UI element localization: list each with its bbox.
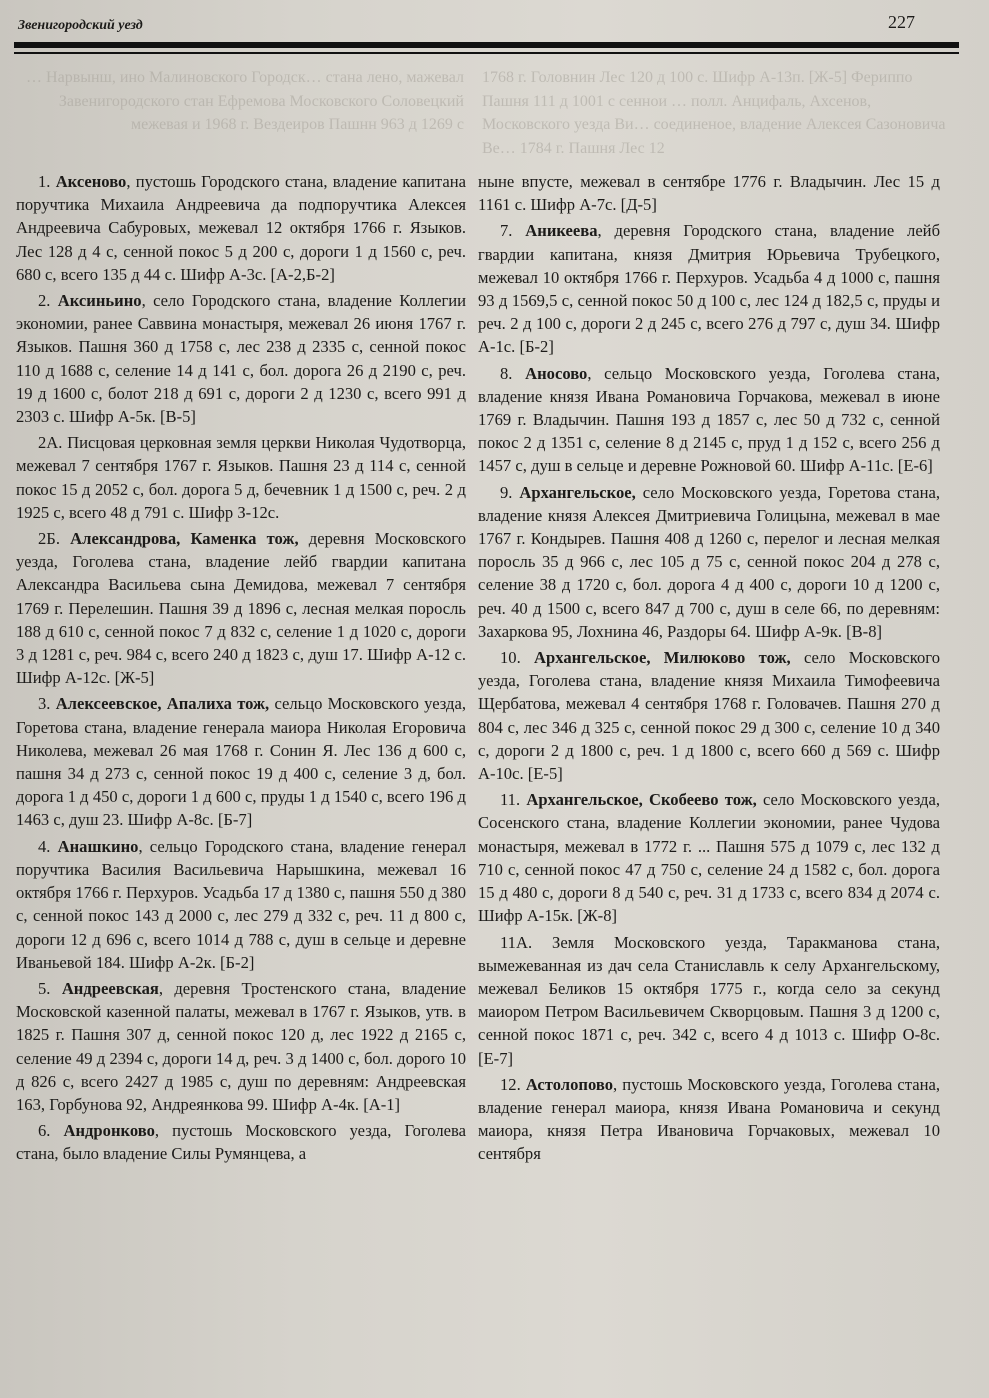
entry <box>16 977 466 1116</box>
entry-name: Аникеева <box>525 221 598 241</box>
entry-text: Писцовая церковная земля церкви Николая Чудотворца, межевал 7 сентября 1767 г. Языков. Пашня 23 д 114 с, сенной покос 15 д 2052 с, бол. дорога 5 д, бечевник 1 д 1500 с, реч. 2 д 1925 с, всего 48 д 791 с. Шифр З-12с. <box>16 433 466 522</box>
entry <box>16 289 466 428</box>
entry-text: сельцо Московского уезда, Горетова стана, владение генерала маиора Николая Егоровича Николева, межевал 26 мая 1768 г. Сонин Я. Лес 136 д 600 с, пашня 34 д 273 с, сенной покос 19 д 400 с, селение 3 д, бол. дорога 1 д 450 с, дороги 1 д 600 с, пруды 1 д 1540 с, всего 196 д 1463 с, душ 23. Шифр А-8с. [Б-7] <box>16 694 467 830</box>
entry-number: 5. <box>38 978 62 998</box>
entry-text: , пустошь Московского уезда, Гоголева стана, владение генерал маиора, князя Ивана Романовича и секунд маиора, князя Петра Ивановича Горчаковых, межевал 10 сентября <box>478 1074 941 1164</box>
entry-number: 2. <box>38 291 58 311</box>
entry <box>16 527 466 689</box>
entry <box>16 1119 466 1165</box>
bleed-through-right: 1768 г. Головнин Лес 120 д 100 с. Шифр А-13п. [Ж-5] Фериппо Пашня 111 д 1001 с сеннои … полл. Анцифаль, Ахсенов, Московского уезда Ви… соединеное, владение Алексея Сазоновича Ве… 1784 г. Пашня Лес 12 <box>482 69 946 157</box>
entry-name: Аксеново <box>55 172 127 191</box>
entry <box>16 170 466 286</box>
entry <box>16 431 466 524</box>
entry-number: 2Б. <box>38 529 71 549</box>
header-rule-thin <box>14 52 959 54</box>
entry-name: Аносово <box>525 363 588 383</box>
entry-text: , пустошь Московского уезда, Гоголева стана, было владение Силы Румянцева, а <box>16 1121 467 1164</box>
page-number: 227 <box>888 12 915 32</box>
entry <box>16 835 466 974</box>
entry-text: , деревня Тростенского стана, владение Московской казенной палаты, межевал в 1767 г. Языков, утв. в 1825 г. Пашня 307 д, сенной покос 120 д, лес 1922 д 2165 с, селение 49 д 2394 с, дороги 14 д, реч. 3 д 1400 с, бол. дорого 10 д 826 с, всего 2427 д 1985 с, душ по деревням: Андреевская 163, Горбунова 92, Андреянкова 99. Шифр А-4к. [А-1] <box>16 978 467 1114</box>
entry-name: Аксиньино <box>57 291 142 311</box>
entry-text: село Московского уезда, Гоголева стана, владение князя Михаила Тимофеевича Щербатова, межевал 4 сентября 1768 г. Головачев. Пашня 270 д 804 с, лес 346 д 325 с, сенной покос 29 д 300 с, селение 10 д 340 с, дороги 2 д 1800 с, реч. 1 д 1800 с, всего 660 д 569 с. Шифр А-10с. [Е-5] <box>478 648 940 784</box>
entry-name: Андронково <box>63 1121 155 1141</box>
entry-number: 11. <box>500 790 527 810</box>
entry-text: село Московского уезда, Горетова стана, владение князя Алексея Дмитриевича Голицына, межевал в мае 1767 г. Кондырев. Пашня 408 д 1260 с, перелог и лесная мелкая поросль 35 д 966 с, лес 105 д 75 с, сенной покос 204 д 278 с, селение 38 д 1720 с, бол. дорога 4 д 400 с, дороги 10 д 1200 с, реч. 40 д 1500 с, всего 847 д 700 с, душ в селе 66, по деревням: Захаркова 95, Лохнина 46, Раздоры 64. Шифр А-9к. [В-8] <box>478 482 940 641</box>
entry-number: 1. <box>38 172 56 191</box>
entry-name: Анашкино <box>57 836 139 856</box>
entry-number: 7. <box>500 221 526 241</box>
entry-text: , село Городского стана, владение Коллегии экономии, ранее Саввина монастыря, межевал 26 июня 1767 г. Языков. Пашня 360 д 1758 с, лес 238 д 2335 с, сенной покос 110 д 1688 с, селение 14 д 141 с, бол. дорога 26 д 2190 с, реч. 19 д 1600 с, болот 218 д 691 с, дороги 2 д 1230 с, всего 991 д 2303 с. Шифр А-5к. [В-5] <box>16 291 467 427</box>
entry-name: Архангельское, Скобеево тож, <box>526 790 757 810</box>
entry <box>478 788 940 927</box>
right-column <box>478 170 940 1169</box>
bleed-through-left: … Нарвынш, ино Малиновского Городск… стана лено, мажевал Завенигородского стан Ефремова Московского Соловецкий межевая и 1968 г. Вездеиров Пашнн 963 д 1269 с <box>26 69 464 133</box>
entry-text: деревня Московского уезда, Гоголева стана, владение лейб гвардии капитана Александра Васильева сына Демидова, межевал 7 сентября 1769 г. Перелешин. Пашня 39 д 1896 с, лесная мелкая поросль 188 д 610 с, сенной покос 7 д 832 с, селение 1 д 1020 с, дороги 3 д 1281 с, реч. 984 с, всего 240 д 1823 с, душ 17. Шифр А-12 с. Шифр А-12с. [Ж-5] <box>16 529 466 688</box>
entry-number: 3. <box>38 694 56 714</box>
entry <box>478 646 940 785</box>
entry-text: ныне впусте, межевал в сентябре 1776 г. Владычин. Лес 15 д 1161 с. Шифр А-7с. [Д-5] <box>478 172 940 215</box>
entry <box>478 362 940 478</box>
entry-number: 6. <box>38 1121 64 1141</box>
entry-number: 12. <box>500 1074 526 1094</box>
header-rule-thick <box>14 42 959 48</box>
entry <box>16 692 466 831</box>
entry-continuation <box>478 170 940 216</box>
entry-name: Архангельское, <box>519 482 636 502</box>
entry-name: Архангельское, Милюково тож, <box>534 648 791 668</box>
entry-number: 11А. <box>500 932 552 952</box>
entry-text: , сельцо Городского стана, владение генерал поручтика Василия Васильевича Нарышкина, межевал 16 октября 1766 г. Перхуров. Усадьба 17 д 1380 с, пашня 550 д 380 с, сенной покос 143 д 2000 с, лес 279 д 332 с, реч. 11 д 800 с, дороги 12 д 696 с, всего 1014 д 788 с, душ в сельце и деревне Иваньевой 184. Шифр А-2к. [Б-2] <box>16 836 466 972</box>
entry-number: 10. <box>500 648 535 668</box>
entry-number: 8. <box>500 363 526 383</box>
entry-number: 4. <box>38 836 58 856</box>
entry <box>478 931 940 1070</box>
entry-text: село Московского уезда, Сосенского стана, владение Коллегии экономии, ранее Чудова монастыря, межевал в 1772 г. ... Пашня 575 д 1079 с, лес 132 д 710 с, сенной покос 47 д 750 с, селение 24 д 1582 с, бол. дорога 15 д 480 с, дороги 8 д 540 с, реч. 31 д 1733 с, всего 834 д 2074 с. Шифр А-15к. [Ж-8] <box>478 790 940 926</box>
entry-name: Астолопово <box>525 1074 613 1094</box>
entry-name: Андреевская <box>61 978 159 998</box>
running-head: Звенигородский уезд <box>18 18 143 33</box>
entry-text: Земля Московского уезда, Таракманова стана, вымежеванная из дач села Станиславль к селу Архангельскому, межевал Беликов 15 октября 1775 г., когда село за секунд маиором Петром Васильевичем Скворцовым. Пашня 3 д 1200 с, сенной покос 1871 с, реч. 342 с, всего 4 д 1013 с. Шифр О-8с. [Е-7] <box>478 932 940 1068</box>
entry <box>478 1073 940 1166</box>
entry-text: , деревня Городского стана, владение лейб гвардии капитана, князя Дмитрия Юрьевича Трубецкого, межевал 10 октября 1766 г. Перхуров. Усадьба 4 д 1000 с, пашня 93 д 1569,5 с, сенной покос 50 д 100 с, лес 124 д 182,5 с, пруды и реч. 2 д 100 с, дороги 2 д 245 с, всего 276 д 797 с, душ 34. Шифр А-1с. [Б-2] <box>478 221 941 357</box>
entry <box>478 219 940 358</box>
entry-text: , пустошь Городского стана, владение капитана поручтика Михаила Андреевича да подпоручтика Алексея Андреевича Сабуровых, межевал 12 октября 1766 г. Языков. Лес 128 д 4 с, сенной покос 5 д 200 с, дороги 1 д 1560 с, реч. 680 с, всего 135 д 44 с. Шифр А-3с. [А-2,Б-2] <box>16 172 466 284</box>
entry-name: Александрова, Каменка тож, <box>70 529 299 549</box>
entry-text: , сельцо Московского уезда, Гоголева стана, владение князя Ивана Романовича Горчакова, межевал в июне 1769 г. Владычин. Пашня 193 д 1857 с, лес 50 д 732 с, сенной покос 2 д 1351 с, селение 8 д 2145 с, пруд 1 д 152 с, всего 256 д 1457 с, душ в сельце и деревне Рожновой 60. Шифр А-11с. [Е-6] <box>478 363 940 476</box>
left-column <box>16 170 466 1169</box>
entry <box>478 481 940 643</box>
entry-number: 9. <box>500 482 520 502</box>
entry-number: 2А. <box>38 433 68 453</box>
entry-name: Алексеевское, Апалиха тож, <box>55 694 270 714</box>
